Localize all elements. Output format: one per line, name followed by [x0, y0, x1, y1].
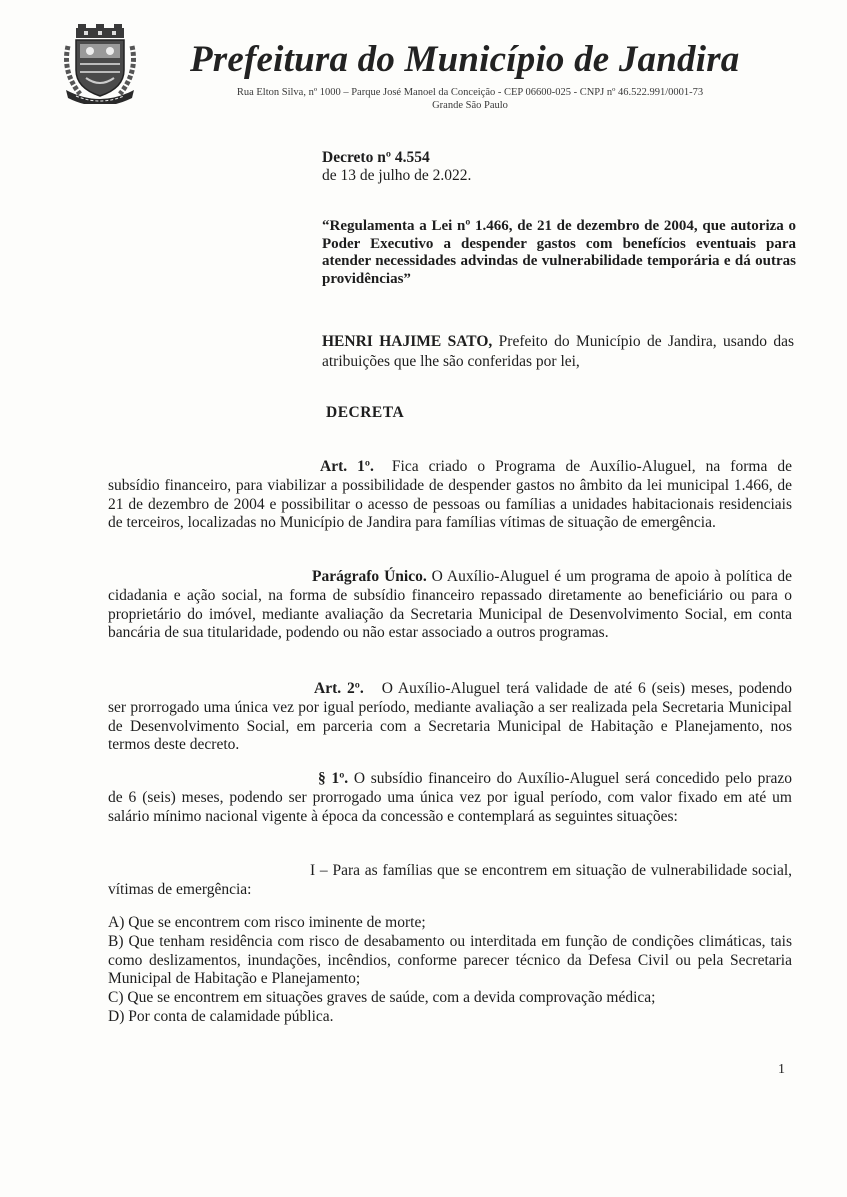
paragraph-text: O subsídio financeiro do Auxílio-Aluguel será concedido pelo prazo de 6 (seis) meses, podendo ser prorrogado uma única vez por igual período, com valor fixado em até um salário mínimo nacional vigente à época da concessão e contemplará as seguintes situações:	[108, 770, 792, 825]
region-line: Grande São Paulo	[432, 100, 508, 111]
address-line: Rua Elton Silva, nº 1000 – Parque José Manoel da Conceição - CEP 06600-025 - CNPJ nº 46.522.991/0001-73	[236, 87, 704, 98]
decree-ementa: “Regulamenta a Lei nº 1.466, de 21 de dezembro de 2004, que autoriza o Poder Executivo a despender gastos com benefícios eventuais para atender necessidades advindas de vulnerabilidade temporária e dá outras providências”	[322, 218, 796, 287]
paragrafo-unico	[108, 568, 792, 643]
article-2	[108, 680, 792, 755]
mayor-name: HENRI HAJIME SATO,	[322, 333, 493, 350]
list-item: B) Que tenham residência com risco de desabamento ou interditada em função de condições climáticas, tais como deslizamentos, inundações, incêndios, conforme parecer técnico da Defesa Civil ou pela Secretaria Municipal de Habitação e Planejamento;	[108, 932, 792, 988]
paragraph-label: § 1º.	[318, 770, 349, 787]
article-1	[108, 458, 792, 533]
article-text: O Auxílio-Aluguel terá validade de até 6 (seis) meses, podendo ser prorrogado uma única vez por igual período, mediante avaliação a ser realizada pela Secretaria Municipal de Desenvolvimento Social, em parceria com a Secretaria Municipal de Habitação e Planejamento, nos termos deste decreto.	[108, 680, 792, 754]
inciso-text: Para as famílias que se encontrem em situação de vulnerabilidade social, vítimas de emergência:	[108, 862, 793, 898]
page-number: 1	[778, 1062, 785, 1077]
list-item: C) Que se encontrem em situações graves de saúde, com a devida comprovação médica;	[108, 989, 656, 1007]
decree-date: de 13 de julho de 2.022.	[322, 167, 472, 184]
article-label: Art. 1º.	[320, 458, 374, 475]
article-label: Art. 2º.	[314, 680, 364, 697]
paragraph-1	[108, 770, 792, 826]
inciso-1	[108, 862, 792, 900]
article-text: Fica criado o Programa de Auxílio-Aluguel, na forma de subsídio financeiro, para viabilizar a possibilidade de despender gastos no âmbito da lei municipal 1.466, de 21 de dezembro de 2004 e possibilitar o acesso de pessoas ou famílias a unidades habitacionais residenciais de terceiros, localizadas no Município de Jandira para famílias vítimas de situação de emergência.	[108, 458, 792, 532]
paragraph-text: O Auxílio-Aluguel é um programa de apoio à política de cidadania e ação social, na forma de subsídio financeiro repassado diretamente ao beneficiário ou para o proprietário do imóvel, mediante avaliação da Secretaria Municipal de Desenvolvimento Social, em conta bancária de sua titularidade, podendo ou não estar associado a outros programas.	[108, 568, 792, 642]
municipal-crest-icon	[62, 24, 138, 104]
header-address	[160, 86, 780, 112]
preamble	[322, 332, 794, 371]
decreta-heading: DECRETA	[326, 404, 405, 421]
inciso-label: I –	[310, 862, 328, 879]
municipality-title: Prefeitura do Município de Jandira	[190, 39, 740, 80]
paragraph-label: Parágrafo Único.	[312, 568, 427, 585]
decree-number: Decreto nº 4.554	[322, 149, 430, 166]
preamble-text: Prefeito do Município de Jandira, usando das atribuições que lhe são conferidas por lei,	[322, 333, 795, 370]
list-item: A) Que se encontrem com risco iminente de morte;	[108, 914, 426, 931]
list-item: D) Por conta de calamidade pública.	[108, 1007, 334, 1025]
situations-list	[108, 914, 792, 1027]
